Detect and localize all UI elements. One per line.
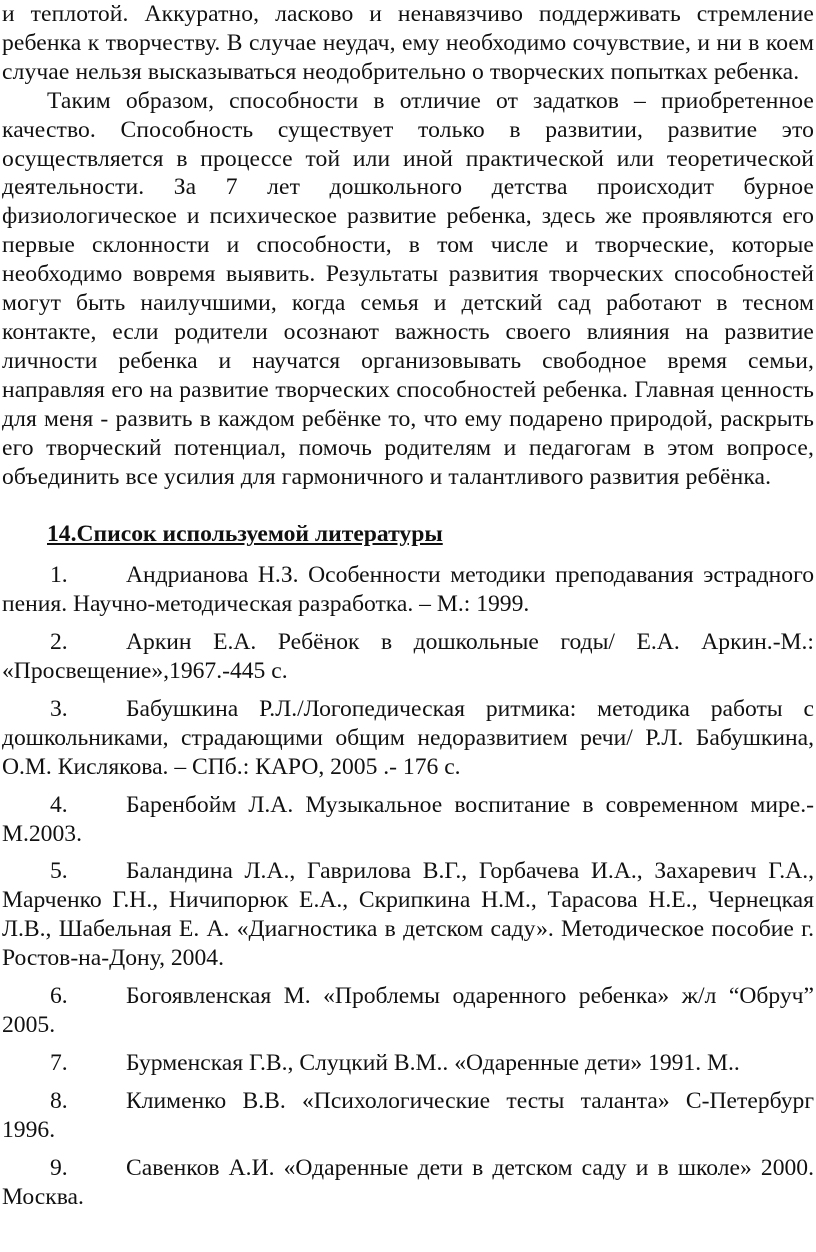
reference-text: Бабушкина Р.Л./Логопедическая ритмика: методика работы с дошкольниками, страдающими общим недоразвитием речи/ Р.Л. Бабушкина, О.М. Кислякова. – СПб.: КАРО, 2005 .- 176 с. xyxy=(2,695,814,780)
reference-text: Савенков А.И. «Одаренные дети в детском саду и в школе» 2000. Москва. xyxy=(2,1154,814,1210)
reference-item xyxy=(2,857,814,973)
reference-item xyxy=(2,1049,814,1078)
references-heading: 14.Список используемой литературы xyxy=(47,521,443,548)
body-paragraph: и теплотой. Аккуратно, ласково и ненавязчиво поддерживать стремление ребенка к творчеству. В случае неудач, ему необходимо сочувствие, и ни в коем случае нельзя высказываться неодобрительно о творческих попытках ребенка. xyxy=(2,1,814,85)
reference-text: Богоявленская М. «Проблемы одаренного ребенка» ж/л “Обруч” 2005. xyxy=(2,983,814,1038)
reference-item xyxy=(2,561,814,619)
reference-number: 5. xyxy=(50,858,68,885)
reference-text: Баландина Л.А., Гаврилова В.Г., Горбачева И.А., Захаревич Г.А., Марченко Г.Н., Ничипорюк Е.А., Скрипкина Н.М., Тарасова Н.Е., Чернецкая Л.В., Шабельная Е. А. «Диагностика в детском саду». Методическое пособие г. Ростов-на-Дону, 2004. xyxy=(2,858,814,972)
reference-item xyxy=(2,791,814,849)
reference-item xyxy=(2,695,814,782)
reference-item xyxy=(2,628,814,686)
reference-number: 2. xyxy=(50,629,68,656)
reference-text: Клименко В.В. «Психологические тесты таланта» С-Петербург 1996. xyxy=(2,1087,814,1143)
reference-item xyxy=(2,982,814,1040)
body-paragraph: Таким образом, способности в отличие от задатков – приобретенное качество. Способность существует только в развитии, развитие это осуществляется в процессе той или иной практической или теоретической деятельности. За 7 лет дошкольного детства происходит бурное физиологическое и психическое развитие ребенка, здесь же проявляются его первые склонности и способности, в том числе и творческие, которые необходимо вовремя выявить. Результаты развития творческих способностей могут быть наилучшими, когда семья и детский сад работают в тесном контакте, если родители осознают важность своего влияния на развитие личности ребенка и научатся организовывать свободное время семьи, направляя его на развитие творческих способностей ребенка. Главная ценность для меня - развить в каждом ребёнке то, что ему подарено природой, раскрыть его творческий потенциал, помочь родителям и педагогам в этом вопросе, объединить все усилия для гармоничного и талантливого развития ребёнка. xyxy=(2,87,814,490)
reference-number: 7. xyxy=(50,1049,68,1076)
reference-text: Бурменская Г.В., Слуцкий В.М.. «Одаренные дети» 1991. М.. xyxy=(126,1049,740,1076)
reference-text: Баренбойм Л.А. Музыкальное воспитание в современном мире.- М.2003. xyxy=(2,791,814,847)
reference-text: Андрианова Н.З. Особенности методики преподавания эстрадного пения. Научно-методическая разработка. – М.: 1999. xyxy=(2,562,814,618)
document-page xyxy=(2,0,814,1211)
reference-number: 3. xyxy=(50,695,68,722)
reference-number: 8. xyxy=(50,1087,68,1114)
reference-number: 6. xyxy=(50,983,68,1010)
reference-item xyxy=(2,1154,814,1212)
reference-item xyxy=(2,1087,814,1145)
references-list xyxy=(2,561,814,1211)
reference-number: 1. xyxy=(50,562,68,589)
reference-number: 4. xyxy=(50,791,68,818)
reference-number: 9. xyxy=(50,1154,68,1181)
reference-text: Аркин Е.А. Ребёнок в дошкольные годы/ Е.А. Аркин.-М.: «Просвещение»,1967.-445 с. xyxy=(2,629,814,685)
